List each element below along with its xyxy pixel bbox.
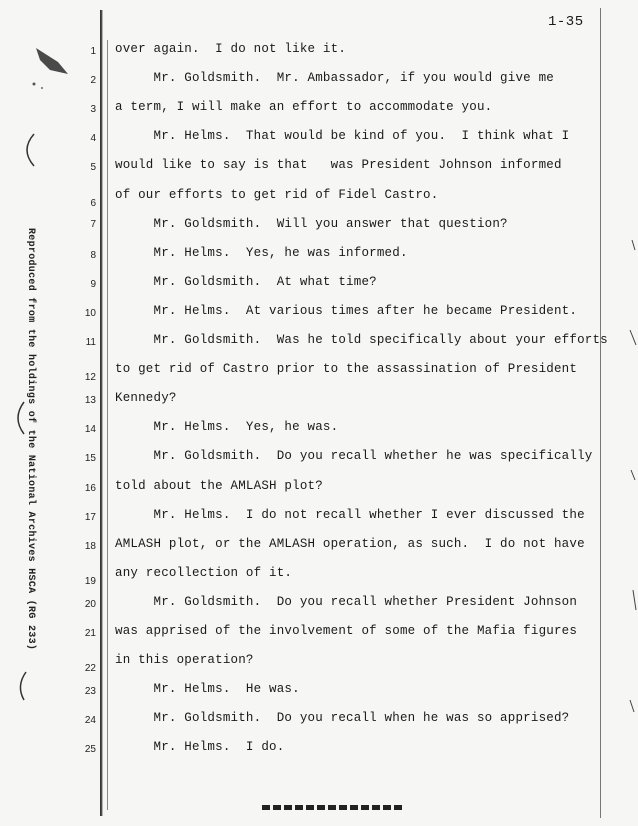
transcript-line: Mr. Helms. I do not recall whether I ever discussed the	[115, 507, 585, 522]
transcript-line: Mr. Goldsmith. Do you recall whether President Johnson	[115, 594, 578, 609]
line-number: 8	[90, 249, 96, 261]
transcript-line: would like to say is that was President Johnson informed	[115, 158, 562, 173]
line-number: 16	[84, 482, 96, 494]
line-number: 17	[84, 511, 96, 523]
transcript-line: AMLASH plot, or the AMLASH operation, as such. I do not have	[115, 536, 585, 551]
left-margin-rule	[100, 10, 103, 816]
transcript-line: Mr. Goldsmith. Do you recall when he was so apprised?	[115, 711, 570, 726]
scan-edge-noise	[626, 0, 638, 826]
line-number: 20	[84, 598, 96, 610]
line-number: 19	[84, 575, 96, 587]
line-number: 10	[84, 307, 96, 319]
transcript-line: Mr. Helms. That would be kind of you. I think what I	[115, 129, 570, 144]
transcript-line: a term, I will make an effort to accommodate you.	[115, 100, 493, 115]
line-number: 5	[90, 162, 96, 174]
archive-stamp-text: Reproduced from the holdings of the National Archives HSCA (RG 233)	[25, 228, 36, 651]
classification-footer-mark	[262, 805, 402, 810]
scan-smudge-mark	[28, 44, 78, 94]
page-number: 1-35	[548, 14, 584, 30]
line-number: 15	[84, 453, 96, 465]
line-number: 22	[84, 663, 96, 675]
transcript-line: Mr. Helms. He was.	[115, 682, 300, 697]
line-number: 21	[84, 628, 96, 639]
transcript-line: in this operation?	[115, 653, 254, 668]
transcript-line: Mr. Helms. I do.	[115, 740, 285, 755]
right-margin-rule	[600, 8, 601, 818]
transcript-line: any recollection of it.	[115, 565, 293, 580]
transcript-line: Mr. Helms. Yes, he was informed.	[115, 245, 408, 260]
line-number: 23	[84, 686, 96, 698]
line-number: 2	[90, 75, 96, 87]
transcript-line: of our efforts to get rid of Fidel Castro.	[115, 187, 439, 202]
transcript-line: Mr. Helms. Yes, he was.	[115, 420, 339, 435]
line-number: 3	[90, 104, 96, 116]
archive-stamp	[20, 228, 36, 658]
transcript-line: to get rid of Castro prior to the assassination of President	[115, 362, 578, 377]
line-number: 24	[84, 715, 96, 727]
line-number: 11	[85, 337, 96, 348]
transcript-line: was apprised of the involvement of some of the Mafia figures	[115, 624, 578, 638]
line-number: 1	[90, 46, 96, 57]
transcript-line: Mr. Goldsmith. Do you recall whether he was specifically	[115, 449, 593, 464]
transcript-line: Mr. Helms. At various times after he became President.	[115, 303, 578, 318]
line-number: 18	[84, 540, 96, 552]
transcript-line: told about the AMLASH plot?	[115, 478, 323, 493]
transcript-line: Mr. Goldsmith. Will you answer that question?	[115, 216, 508, 231]
line-number: 14	[84, 424, 96, 436]
transcript-line: over again. I do not like it.	[115, 42, 347, 56]
line-number: 12	[84, 372, 96, 384]
line-number: 6	[90, 197, 96, 209]
transcript-line: Mr. Goldsmith. Was he told specifically about your efforts	[115, 333, 608, 347]
scan-bracket-mark	[10, 130, 50, 170]
scan-bracket-mark-3	[8, 668, 38, 708]
line-number: 4	[90, 133, 96, 145]
left-margin-rule-inner	[107, 40, 108, 810]
line-number: 13	[84, 395, 96, 407]
transcript-line: Mr. Goldsmith. At what time?	[115, 274, 377, 289]
line-number: 7	[90, 218, 96, 230]
transcript-line: Mr. Goldsmith. Mr. Ambassador, if you would give me	[115, 71, 554, 86]
line-number: 9	[90, 278, 96, 290]
line-number: 25	[84, 744, 96, 756]
transcript-line: Kennedy?	[115, 391, 177, 406]
